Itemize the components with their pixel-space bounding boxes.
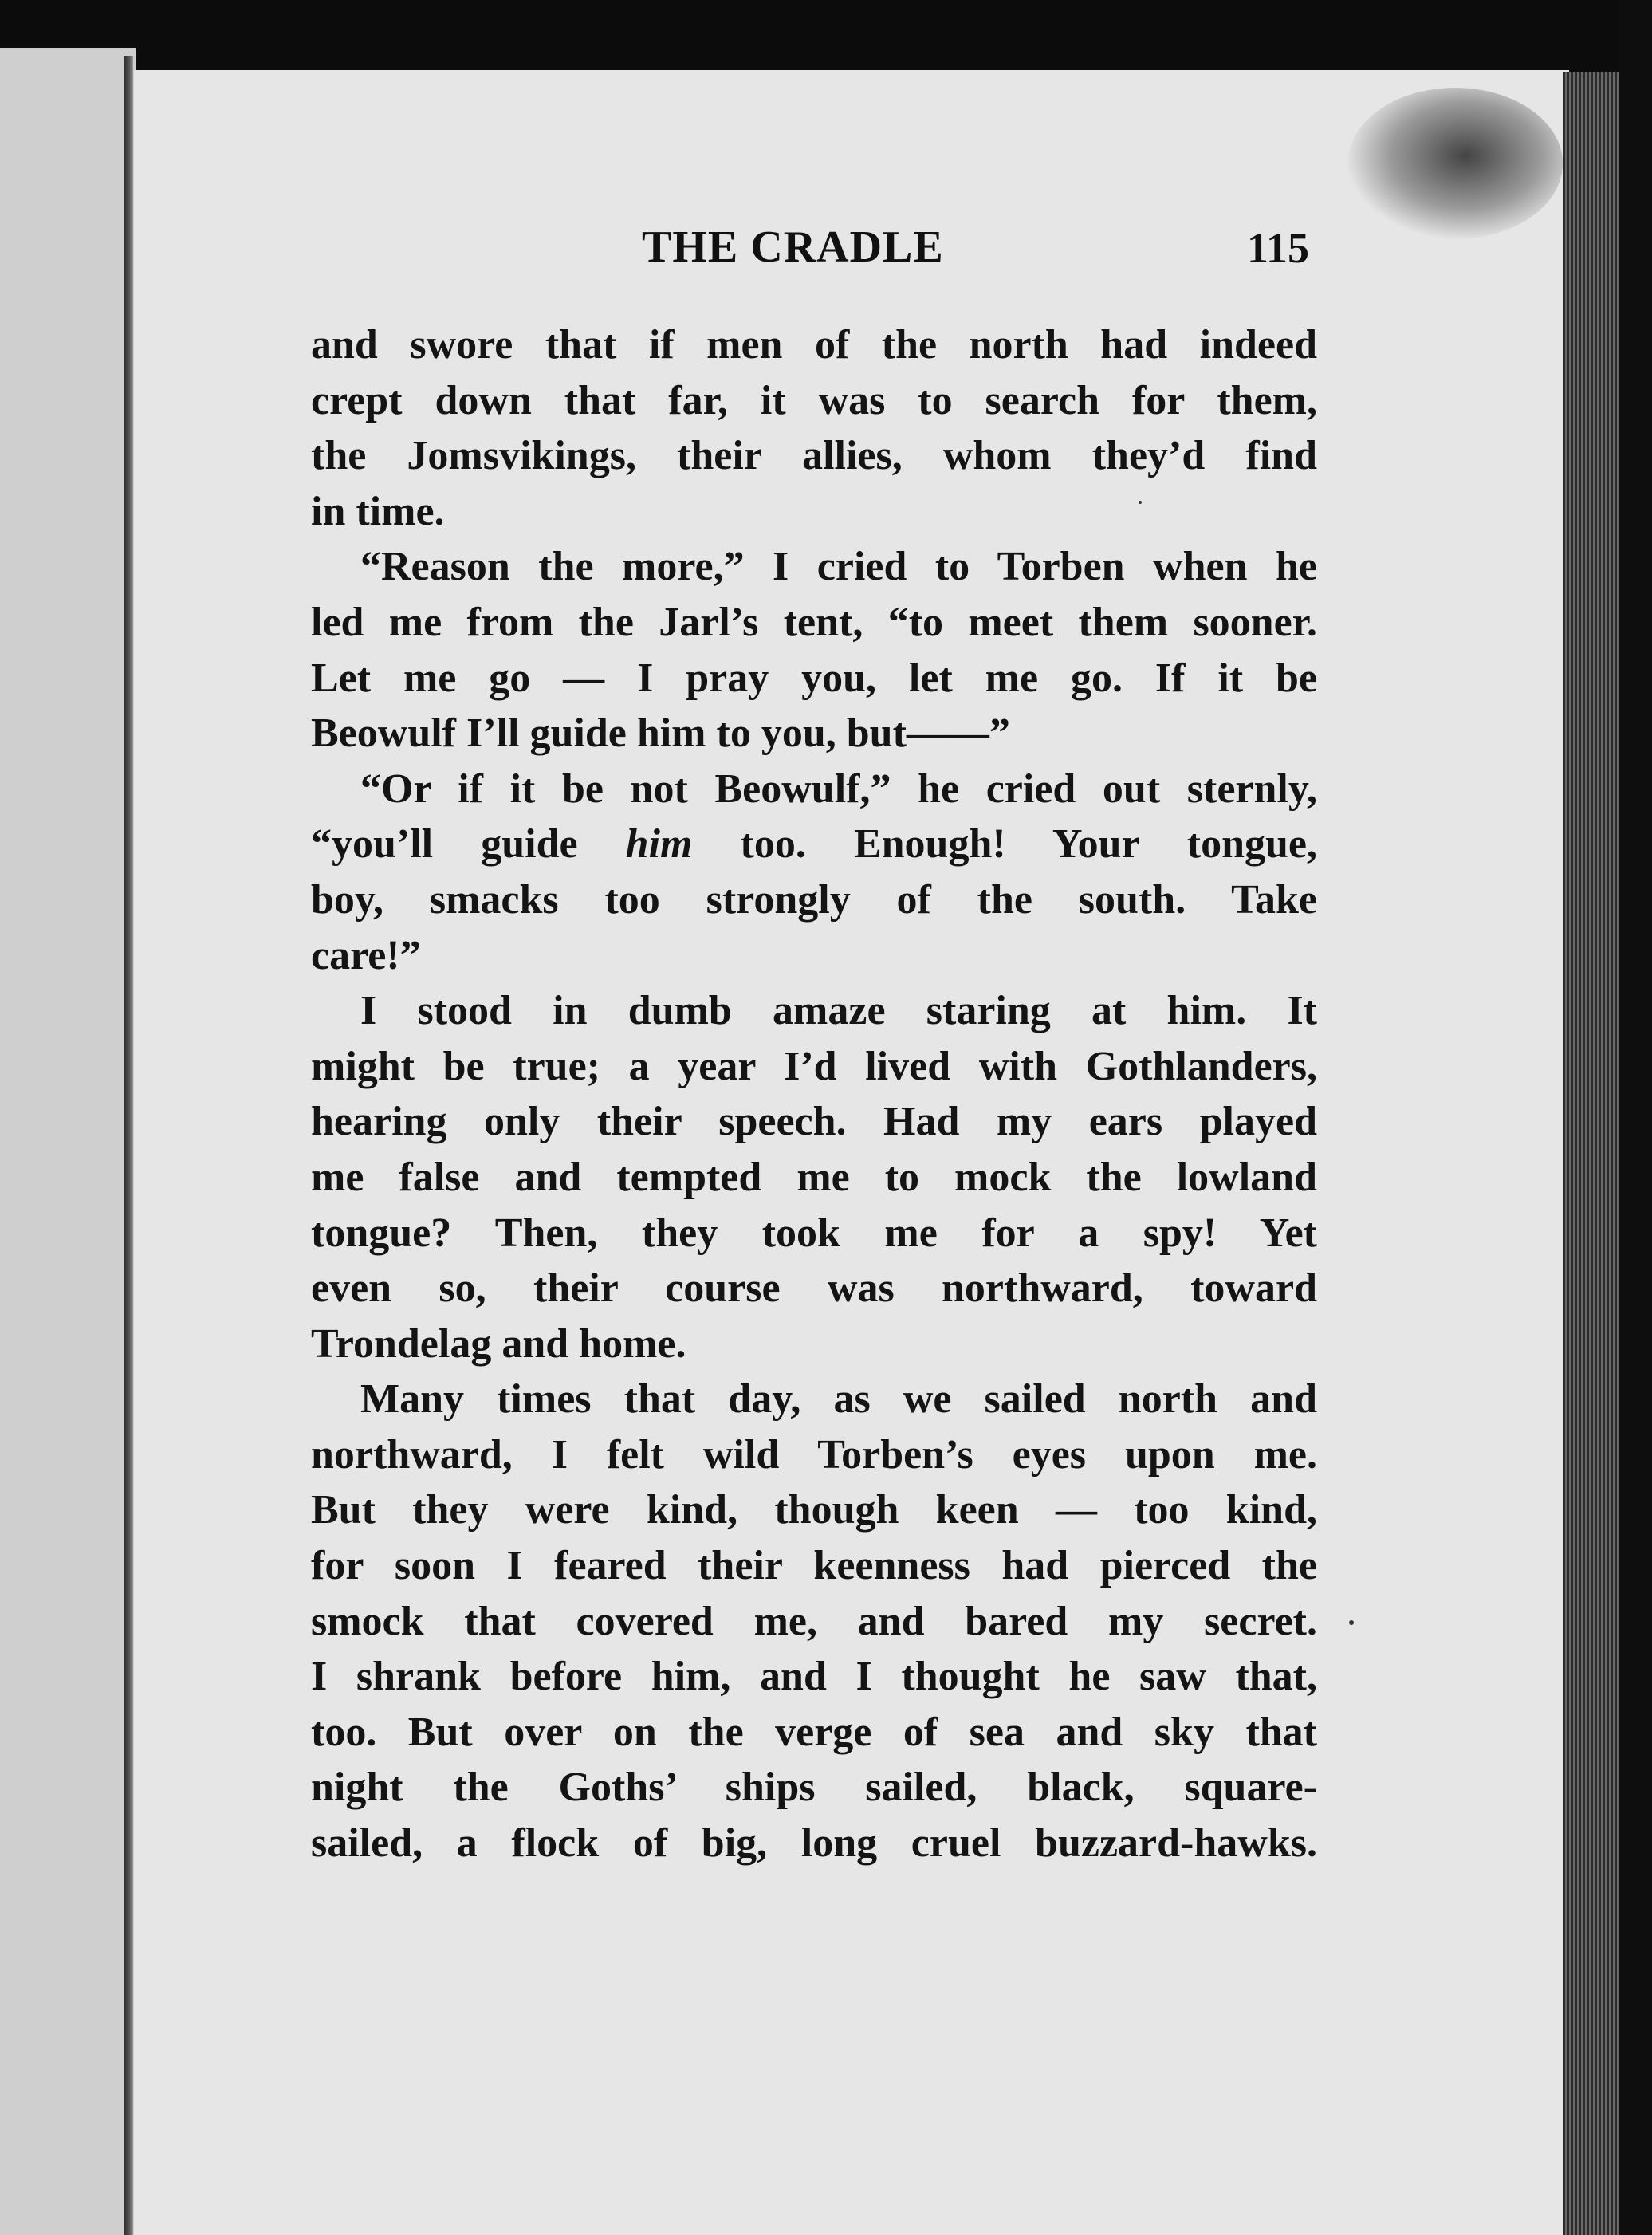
- text-line: Trondelag and home.: [311, 1320, 686, 1367]
- running-title: THE CRADLE: [642, 222, 944, 272]
- text-line: Let me go — I pray you, let me go. If it be: [311, 655, 1317, 701]
- text-line: sailed, a flock of big, long cruel buzzard-hawks.: [311, 1820, 1317, 1867]
- body-text: [311, 317, 1317, 1871]
- text-line: care!”: [311, 932, 421, 978]
- scan-speck: [1139, 501, 1142, 504]
- text-line: too. But over on the verge of sea and sky that: [311, 1709, 1317, 1755]
- text-line: tongue? Then, they took me for a spy! Yet: [311, 1210, 1317, 1256]
- text-line: I shrank before him, and I thought he saw that,: [311, 1654, 1317, 1700]
- scanner-background: [0, 0, 1652, 76]
- text-line: the Jomsvikings, their allies, whom they’d find: [311, 433, 1317, 479]
- text-line: [311, 816, 1317, 872]
- text-line: “Reason the more,” I cried to Torben when he: [360, 544, 1317, 590]
- book-gutter: [124, 56, 133, 2235]
- text-line: even so, their course was northward, toward: [311, 1265, 1317, 1312]
- text-line: might be true; a year I’d lived with Gothlanders,: [311, 1043, 1317, 1089]
- text-fragment: “you’ll guide: [311, 821, 626, 868]
- text-line: boy, smacks too strongly of the south. Take: [311, 876, 1317, 923]
- facing-page-edge: [0, 48, 136, 2235]
- text-line: smock that covered me, and bared my secret.: [311, 1598, 1317, 1644]
- text-line: for soon I feared their keenness had pierced the: [311, 1543, 1317, 1589]
- text-line: “Or if it be not Beowulf,” he cried out sternly,: [360, 765, 1317, 812]
- page-number: 115: [1246, 224, 1309, 272]
- text-line: night the Goths’ ships sailed, black, square-: [311, 1765, 1317, 1811]
- text-line: northward, I felt wild Torben’s eyes upon me.: [311, 1431, 1317, 1478]
- running-header: [311, 222, 1316, 285]
- text-line: Many times that day, as we sailed north and: [360, 1376, 1317, 1422]
- text-line: But they were kind, though keen — too kind,: [311, 1487, 1317, 1533]
- text-line: hearing only their speech. Had my ears played: [311, 1099, 1317, 1145]
- thumb-smudge: [1347, 88, 1563, 239]
- text-line: me false and tempted me to mock the lowland: [311, 1154, 1317, 1200]
- text-line: crept down that far, it was to search for them,: [311, 377, 1317, 423]
- scan-speck: [1349, 1620, 1354, 1625]
- text-fragment: too. Enough! Your tongue,: [692, 821, 1318, 868]
- scanner-border-right: [1619, 0, 1652, 2235]
- italic-word: him: [625, 821, 693, 868]
- text-line: Beowulf I’ll guide him to you, but——”: [311, 710, 1010, 757]
- text-line: in time.: [311, 488, 445, 534]
- text-line: led me from the Jarl’s tent, “to meet them sooner.: [311, 599, 1317, 645]
- text-line: I stood in dumb amaze staring at him. It: [360, 988, 1317, 1034]
- text-line: and swore that if men of the north had indeed: [311, 322, 1317, 368]
